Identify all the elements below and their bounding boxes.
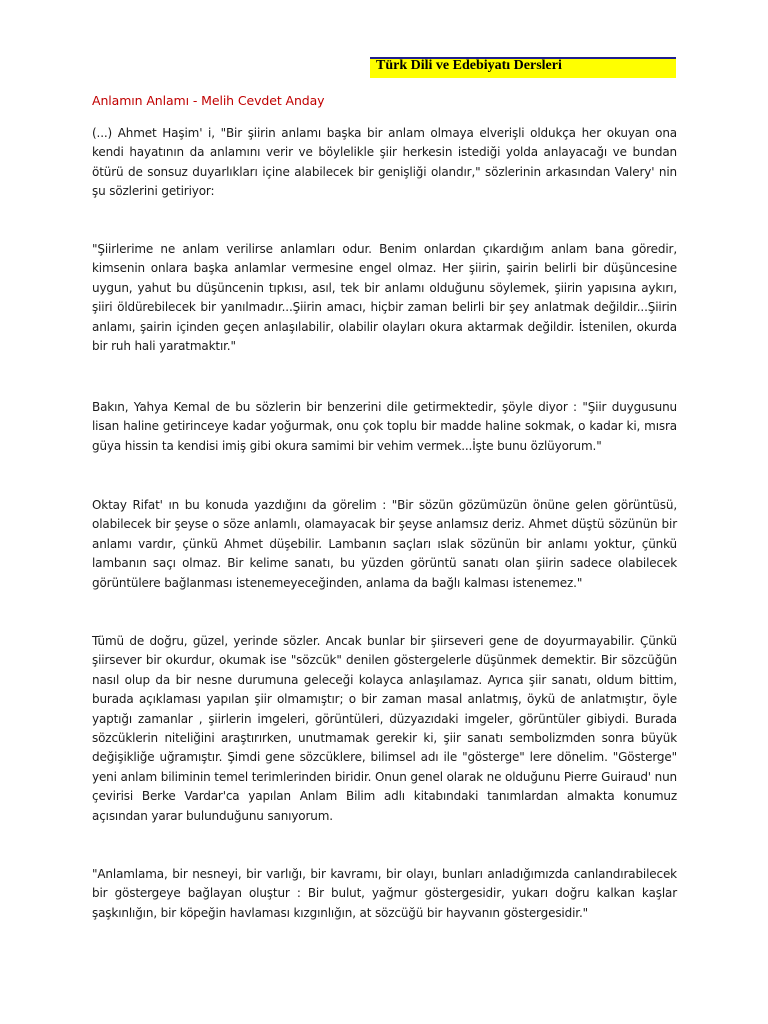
paragraph-intro: (...) Ahmet Haşim' i, "Bir şiirin anlamı başka bir anlam olmaya elverişli oldukça her okuyan ona kendi hayatının da anlamını verir ve böylelikle şiir herkesin istediği yolda anlayacağı ve bundan ötürü de sonsuz duyarlıkları içine alabilecek bir genişliği olandır," sözlerinin arkasından Valery' nin şu sözlerini getiriyor:: [92, 126, 677, 199]
paragraph-gosterge: Tümü de doğru, güzel, yerinde sözler. Ancak bunlar bir şiirseveri gene de doyurmayabilir. Çünkü şiirsever bir okurdur, okumak ise "sözcük" denilen göstergelerle düşünmek demektir. Bir sözcüğün nasıl olup da bir nesne durumuna geleceği kolayca anlaşılamaz. Ayrıca şiir sanatı, oldum bittim, burada açıklaması yapılan şiir olmamıştır; o bir zaman masal anlatmış, öykü de anlatmıştır, öyle yaptığı zamanlar , şiirlerin imgeleri, görüntüleri, düzyazıdaki imgeler, görüntüler gibiydi. Burada sözcüklerin niteliğini araştırırken, unutmamak gerekir ki, şiir sanatı sembolizmden sonra büyük değişikliğe uğramıştır. Şimdi gene sözcüklere, bilimsel adı ile "gösterge" lere dönelim. "Gösterge" yeni anlam biliminin temel terimlerinden biridir. Onun genel olarak ne olduğunu Pierre Guiraud' nun çevirisi Berke Vardar'ca yapılan Anlam Bilim adlı kitabındaki tanımlardan almakta konumuz açısından yarar bulunduğunu sanıyorum.: [92, 634, 677, 823]
paragraph-anlamlama-quote: "Anlamlama, bir nesneyi, bir varlığı, bir kavramı, bir olayı, bunları anladığımızda canlandırabilecek bir göstergeye bağlayan oluştur : Bir bulut, yağmur göstergesidir, yukarı doğru kalkan kaşlar şaşkınlığın, bir köpeğin havlaması kızgınlığın, at sözcüğü bir hayvanın göstergesidir.": [92, 867, 677, 920]
paragraph-yahya-kemal: Bakın, Yahya Kemal de bu sözlerin bir benzerini dile getirmektedir, şöyle diyor : "Şiir duygusunu lisan haline getirinceye kadar yoğurmak, onu çok toplu bir madde haline sokmak, o kadar ki, mısra güya hissin ta kendisi imiş gibi okura samimi bir vehim vermek...İşte bunu özlüyorum.": [92, 400, 677, 453]
paragraph-valery-quote: "Şiirlerime ne anlam verilirse anlamları odur. Benim onlardan çıkardığım anlam bana göredir, kimsenin onlara başka anlamlar vermesine engel olmaz. Her şiirin, şairin belirli bir düşüncesine uygun, yahut bu düşüncenin tıpkısı, asıl, tek bir anlamı olduğunu söylemek, şiirin yapısına aykırı, şiiri öldürebilecek bir yanılmadır...Şiirin amacı, hiçbir zaman belirli bir şey anlatmak değildir...Şiirin anlamı, şairin içinden geçen anlaşılabilir, olabilir olayları okura aktarmak değildir. İstenilen, okurda bir ruh hali yaratmaktır.": [92, 242, 677, 354]
document-title: Anlamın Anlamı - Melih Cevdet Anday: [92, 93, 325, 108]
paragraph-oktay-rifat: Oktay Rifat' ın bu konuda yazdığını da görelim : "Bir sözün gözümüzün önüne gelen görüntüsü, olabilecek bir şeyse o söze anlamlı, olamayacak bir şeyse anlamsız deriz. Ahmet düştü sözünün bir anlamı vardır, çünkü Ahmet düşebilir. Lambanın saçları ıslak sözünün bir anlamı yoktur, çünkü lambanın saçı olmaz. Bir kelime sanatı, bu yüzden görüntü sanatı olan şiirin sadece olabilecek görüntülere bağlanması istenemeyeceğinden, anlama da bağlı kalması istenemez.": [92, 498, 677, 590]
course-header: Türk Dili ve Edebiyatı Dersleri: [376, 58, 562, 73]
